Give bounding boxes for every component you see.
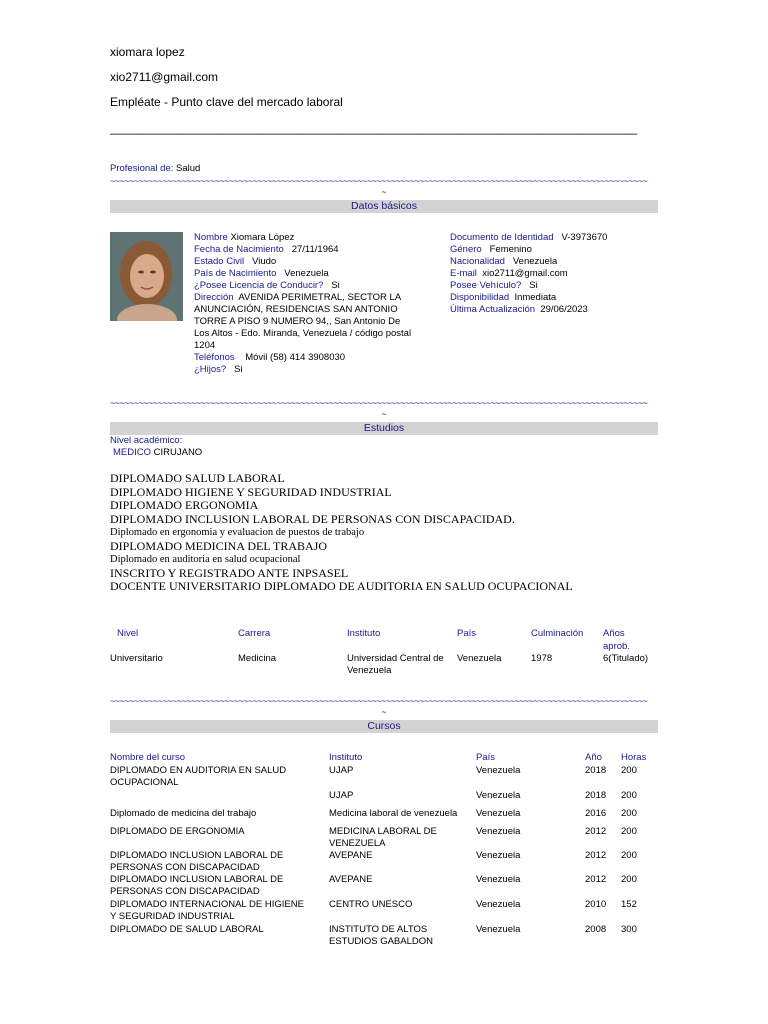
col-header-carrera: Carrera (238, 628, 271, 639)
curso-nombre: DIPLOMADO DE SALUD LABORAL (110, 924, 264, 935)
curso-horas: 200 (621, 826, 637, 837)
field-value: V-3973670 (561, 232, 608, 243)
curso-ano: 2016 (585, 808, 607, 819)
curso-nombre: DIPLOMADO EN AUDITORIA EN SALUD (110, 765, 287, 776)
datos-row-email (450, 268, 658, 280)
curso-ano: 2012 (585, 874, 607, 885)
curso-nombre-line2: OCUPACIONAL (110, 777, 179, 788)
curso-pais: Venezuela (476, 790, 521, 801)
field-label: ¿Posee Licencia de Conducir? (194, 280, 324, 291)
field-value: 29/06/2023 (540, 304, 588, 315)
field-value: Móvil (58) 414 3908030 (245, 352, 346, 363)
cursos-header-horas: Horas (621, 752, 647, 763)
field-label: E-mail (450, 268, 477, 279)
field-label: Disponibilidad (450, 292, 510, 303)
profile-photo (110, 232, 183, 321)
nivel-academico-label (110, 435, 182, 447)
col-header-anos: Años (603, 628, 625, 639)
curso-pais: Venezuela (476, 850, 521, 861)
curso-ano: 2012 (585, 850, 607, 861)
header-rule: _______________________________________________________________________________ (110, 121, 638, 135)
field-value: 27/11/1964 (291, 244, 339, 255)
wave-divider: ~~~~~~~~~~~~~~~~~~~~~~~~~~~~~~~~~~~~~~~~~~~~~~~~~~~~~~~~~~~~~~~~~~~~~~~~~~~~~~~~~~~~~~~~~~~~~~~~~~~~~~~~~~~~~~~~~ (110, 398, 648, 408)
datos-row-direccion (194, 292, 444, 304)
estudio-nivel: Universitario (110, 653, 163, 664)
col-header-culminacion: Culminación (531, 628, 584, 639)
estudio-instituto-line2: Venezuela (347, 665, 392, 676)
curso-inst-line2: VENEZUELA (329, 838, 386, 849)
curso-ano: 2010 (585, 899, 607, 910)
nivel-academico-value (113, 447, 202, 459)
curso-nombre-line2: PERSONAS CON DISCAPACIDAD (110, 862, 260, 873)
cursos-header-ano: Año (585, 752, 602, 763)
profesional-label: Profesional de: (110, 163, 174, 174)
curso-pais: Venezuela (476, 765, 521, 776)
curso-inst-line2: ESTUDIOS GABALDON (329, 936, 433, 947)
tilde-divider: ~ (381, 187, 387, 197)
curso-horas: 200 (621, 790, 637, 801)
curso-horas: 200 (621, 850, 637, 861)
field-label: Género (450, 244, 482, 255)
estudio-line: DIPLOMADO HIGIENE Y SEGURIDAD INDUSTRIAL (110, 484, 392, 499)
field-label: País de Nacimiento (194, 268, 277, 279)
curso-horas: 200 (621, 765, 637, 776)
field-value: Xiomara López (230, 232, 295, 243)
datos-right-column (450, 232, 658, 316)
estudio-line: INSCRITO Y REGISTRADO ANTE INPSASEL (110, 565, 349, 580)
curso-pais: Venezuela (476, 924, 521, 935)
col-header-instituto: Instituto (347, 628, 381, 639)
estudio-culminacion: 1978 (531, 653, 553, 664)
curso-inst: INSTITUTO DE ALTOS (329, 924, 428, 935)
candidate-email: xio2711@gmail.com (110, 70, 219, 84)
curso-nombre-line2: PERSONAS CON DISCAPACIDAD (110, 886, 260, 897)
curso-nombre-line2: Y SEGURIDAD INDUSTRIAL (110, 911, 235, 922)
source-title: Empléate - Punto clave del mercado laboral (110, 95, 343, 109)
tilde-divider: ~ (381, 707, 387, 717)
cursos-header-pais: País (476, 752, 496, 763)
datos-row-fecha (194, 244, 444, 256)
datos-row-genero (450, 244, 658, 256)
curso-ano: 2012 (585, 826, 607, 837)
col-header-pais: País (457, 628, 477, 639)
field-value: MEDICO (113, 447, 151, 458)
datos-row-vehiculo (450, 280, 658, 292)
datos-row-pais (194, 268, 444, 280)
field-label: Fecha de Nacimiento (194, 244, 284, 255)
estudio-line: DOCENTE UNIVERSITARIO DIPLOMADO DE AUDITORIA EN SALUD OCUPACIONAL (110, 579, 573, 593)
datos-row-disponibilidad (450, 292, 658, 304)
curso-pais: Venezuela (476, 874, 521, 885)
curso-nombre: DIPLOMADO DE ERGONOMIA (110, 826, 245, 837)
cursos-header-nombre: Nombre del curso (110, 752, 185, 763)
datos-row-nacionalidad (450, 256, 658, 268)
curso-ano: 2018 (585, 790, 607, 801)
curso-horas: 200 (621, 808, 637, 819)
field-value: Venezuela (512, 256, 558, 267)
datos-row-estado-civil (194, 256, 444, 268)
section-estudios: Estudios (110, 422, 658, 435)
field-value: AVENIDA PERIMETRAL, SECTOR LA (238, 292, 402, 303)
section-cursos: Cursos (110, 720, 658, 733)
estudio-pais: Venezuela (457, 653, 502, 664)
curso-nombre: DIPLOMADO INCLUSION LABORAL DE (110, 874, 284, 885)
field-value: CIRUJANO (153, 447, 203, 458)
field-label: Teléfonos (194, 352, 235, 363)
estudio-line: Diplomado en ergonomia y evaluacion de puestos de trabajo (110, 527, 365, 538)
candidate-name: xiomara lopez (110, 45, 185, 59)
field-label: Dirección (194, 292, 234, 303)
curso-inst: AVEPANE (329, 874, 373, 885)
datos-row-licencia (194, 280, 444, 292)
curso-pais: Venezuela (476, 808, 521, 819)
curso-horas: 152 (621, 899, 637, 910)
curso-ano: 2018 (585, 765, 607, 776)
field-label: Nombre (194, 232, 228, 243)
estudio-carrera: Medicina (238, 653, 277, 664)
profesional-row (110, 163, 200, 175)
profesional-value: Salud (176, 163, 201, 174)
field-value: Femenino (489, 244, 532, 255)
curso-inst: MEDICINA LABORAL DE (329, 826, 437, 837)
field-label: Nivel académico: (110, 435, 183, 446)
field-label: Estado Civil (194, 256, 245, 267)
estudio-anos: 6(Titulado) (603, 653, 649, 664)
field-label: Nacionalidad (450, 256, 505, 267)
curso-pais: Venezuela (476, 899, 521, 910)
estudios-list (110, 472, 658, 594)
datos-row-hijos (194, 364, 444, 376)
curso-horas: 300 (621, 924, 637, 935)
curso-inst: UJAP (329, 790, 354, 801)
datos-row-actualizacion (450, 304, 658, 316)
estudio-line: DIPLOMADO ERGONOMIA (110, 498, 259, 512)
field-value: Venezuela (284, 268, 329, 279)
field-label: Documento de Identidad (450, 232, 554, 243)
field-label: Posee Vehículo? (450, 280, 522, 291)
section-datos-basicos: Datos básicos (110, 200, 658, 213)
curso-inst: UJAP (329, 765, 354, 776)
datos-left-column (194, 232, 444, 376)
direccion-line: Los Altos - Edo. Miranda, Venezuela / código postal (194, 328, 412, 339)
estudio-line: DIPLOMADO MEDICINA DEL TRABAJO (110, 538, 328, 553)
wave-divider: ~~~~~~~~~~~~~~~~~~~~~~~~~~~~~~~~~~~~~~~~~~~~~~~~~~~~~~~~~~~~~~~~~~~~~~~~~~~~~~~~~~~~~~~~~~~~~~~~~~~~~~~~~~~~~~~~~ (110, 696, 648, 706)
field-label: ¿Hijos? (194, 364, 227, 375)
field-value: Inmediata (514, 292, 557, 303)
curso-horas: 200 (621, 874, 637, 885)
estudio-line: Diplomado en auditoria en salud ocupacional (110, 554, 301, 565)
curso-inst: Medicina laboral de venezuela (329, 808, 458, 819)
field-value: Si (234, 364, 243, 375)
datos-row-telefonos (194, 352, 444, 364)
field-value: Viudo (252, 256, 277, 267)
curso-nombre: DIPLOMADO INTERNACIONAL DE HIGIENE (110, 899, 304, 910)
field-value: Si (529, 280, 538, 291)
col-header-aprob: aprob. (603, 641, 630, 652)
estudio-line: DIPLOMADO SALUD LABORAL (110, 471, 285, 485)
direccion-line: ANUNCIACIÓN, RESIDENCIAS SAN ANTONIO (194, 304, 398, 315)
curso-nombre: DIPLOMADO INCLUSION LABORAL DE (110, 850, 284, 861)
field-value: xio2711@gmail.com (482, 268, 568, 279)
field-label: Última Actualización (450, 304, 536, 315)
curso-nombre: Diplomado de medicina del trabajo (110, 808, 257, 819)
datos-row-documento (450, 232, 658, 244)
curso-pais: Venezuela (476, 826, 521, 837)
estudio-line: DIPLOMADO INCLUSION LABORAL DE PERSONAS CON DISCAPACIDAD. (110, 511, 515, 526)
curso-inst: AVEPANE (329, 850, 373, 861)
curso-inst: CENTRO UNESCO (329, 899, 413, 910)
direccion-line: 1204 (194, 340, 216, 351)
datos-row-nombre (194, 232, 444, 244)
field-value: Si (331, 280, 340, 291)
wave-divider: ~~~~~~~~~~~~~~~~~~~~~~~~~~~~~~~~~~~~~~~~~~~~~~~~~~~~~~~~~~~~~~~~~~~~~~~~~~~~~~~~~~~~~~~~~~~~~~~~~~~~~~~~~~~~~~~~~ (110, 176, 648, 186)
col-header-nivel: Nivel (117, 628, 139, 639)
tilde-divider: ~ (381, 409, 387, 419)
direccion-line: TORRE A PISO 9 NUMERO 94,, San Antonio De (194, 316, 401, 327)
estudio-instituto: Universidad Central de (347, 653, 444, 664)
cursos-header-instituto: Instituto (329, 752, 363, 763)
curso-ano: 2008 (585, 924, 607, 935)
